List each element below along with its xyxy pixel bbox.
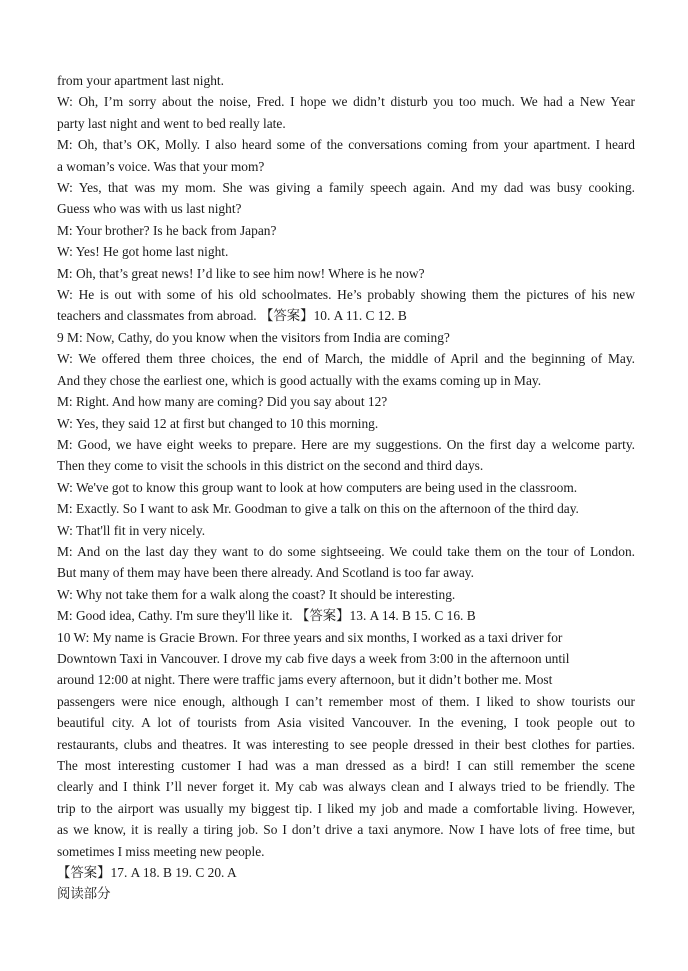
answer-line: 【答案】17. A 18. B 19. C 20. A [57, 865, 237, 881]
text-line: M: Right. And how many are coming? Did you say about 12? [57, 394, 388, 410]
text-line: passengers were nice enough, although I can’t remember most of them. I liked to show tourists our [57, 693, 635, 709]
answer-line: M: Good idea, Cathy. I'm sure they'll like it. 【答案】13. A 14. B 15. C 16. B [57, 608, 476, 624]
text-line: W: Yes! He got home last night. [57, 244, 229, 260]
text-line: W: That'll fit in very nicely. [57, 522, 206, 538]
text-line: W: Oh, I’m sorry about the noise, Fred. I hope we didn’t disturb you too much. We had a New Year [57, 94, 635, 110]
section-heading: 阅读部分 [57, 886, 111, 902]
answer-line: teachers and classmates from abroad. 【答案】10. A 11. C 12. B [57, 308, 407, 324]
text-line: M: Good, we have eight weeks to prepare. Here are my suggestions. On the first day a welcome party. [57, 436, 635, 452]
text-line: around 12:00 at night. There were traffic jams every afternoon, but it didn’t bother me. Most [57, 672, 553, 688]
text-line: 9 M: Now, Cathy, do you know when the visitors from India are coming? [57, 329, 450, 345]
text-line: clearly and I think I’ll never forget it. My cab was always clean and I always tried to be friendly. The [57, 779, 635, 795]
text-line: W: Yes, that was my mom. She was giving a family speech again. And my dad was busy cooking. [57, 180, 635, 196]
text-line: W: Yes, they said 12 at first but changed to 10 this morning. [57, 415, 379, 431]
document-page [57, 70, 635, 905]
text-line: from your apartment last night. [57, 73, 224, 88]
text-line: a woman’s voice. Was that your mom? [57, 158, 265, 174]
text-line: The most interesting customer I had was a man dressed as a bird! I can still remember the scene [57, 758, 635, 773]
text-line: restaurants, clubs and theatres. It was interesting to see people dressed in their best clothes for parties. [57, 736, 635, 752]
text-line: M: Your brother? Is he back from Japan? [57, 222, 277, 238]
text-line: W: We've got to know this group want to look at how computers are being used in the classroom. [57, 479, 578, 495]
text-line: Then they come to visit the schools in this district on the second and third days. [57, 458, 484, 474]
text-line: M: Exactly. So I want to ask Mr. Goodman to give a talk on this on the afternoon of the third day. [57, 501, 579, 517]
text-line: And they chose the earliest one, which is good actually with the exams coming up in May. [57, 372, 542, 388]
text-line: beautiful city. A lot of tourists from Asia visited Vancouver. In the evening, I took people out to [57, 715, 635, 731]
text-line: M: Oh, that’s OK, Molly. I also heard some of the conversations coming from your apartment. I heard [57, 137, 635, 153]
text-line: trip to the airport was usually my biggest tip. I liked my job and made a comfortable living. However, [57, 800, 635, 816]
text-line: But many of them may have been there already. And Scotland is too far away. [57, 565, 474, 581]
text-line: M: And on the last day they want to do some sightseeing. We could take them on the tour of London. [57, 543, 635, 559]
text-line: sometimes I miss meeting new people. [57, 843, 265, 859]
text-line: party last night and went to bed really late. [57, 115, 286, 131]
text-line: Guess who was with us last night? [57, 201, 242, 217]
text-line: M: Oh, that’s great news! I’d like to see him now! Where is he now? [57, 265, 425, 281]
text-line: 10 W: My name is Gracie Brown. For three years and six months, I worked as a taxi driver for [57, 629, 563, 645]
text-line: W: Why not take them for a walk along the coast? It should be interesting. [57, 586, 456, 602]
text-line: Downtown Taxi in Vancouver. I drove my cab five days a week from 3:00 in the afternoon until [57, 650, 570, 666]
text-line: as we know, it is really a tiring job. So I don’t drive a taxi anymore. Now I have lots of free time, but [57, 822, 635, 838]
text-line: W: He is out with some of his old schoolmates. He’s probably showing them the pictures of his new [57, 287, 635, 303]
text-line: W: We offered them three choices, the end of March, the middle of April and the beginning of May. [57, 351, 635, 367]
